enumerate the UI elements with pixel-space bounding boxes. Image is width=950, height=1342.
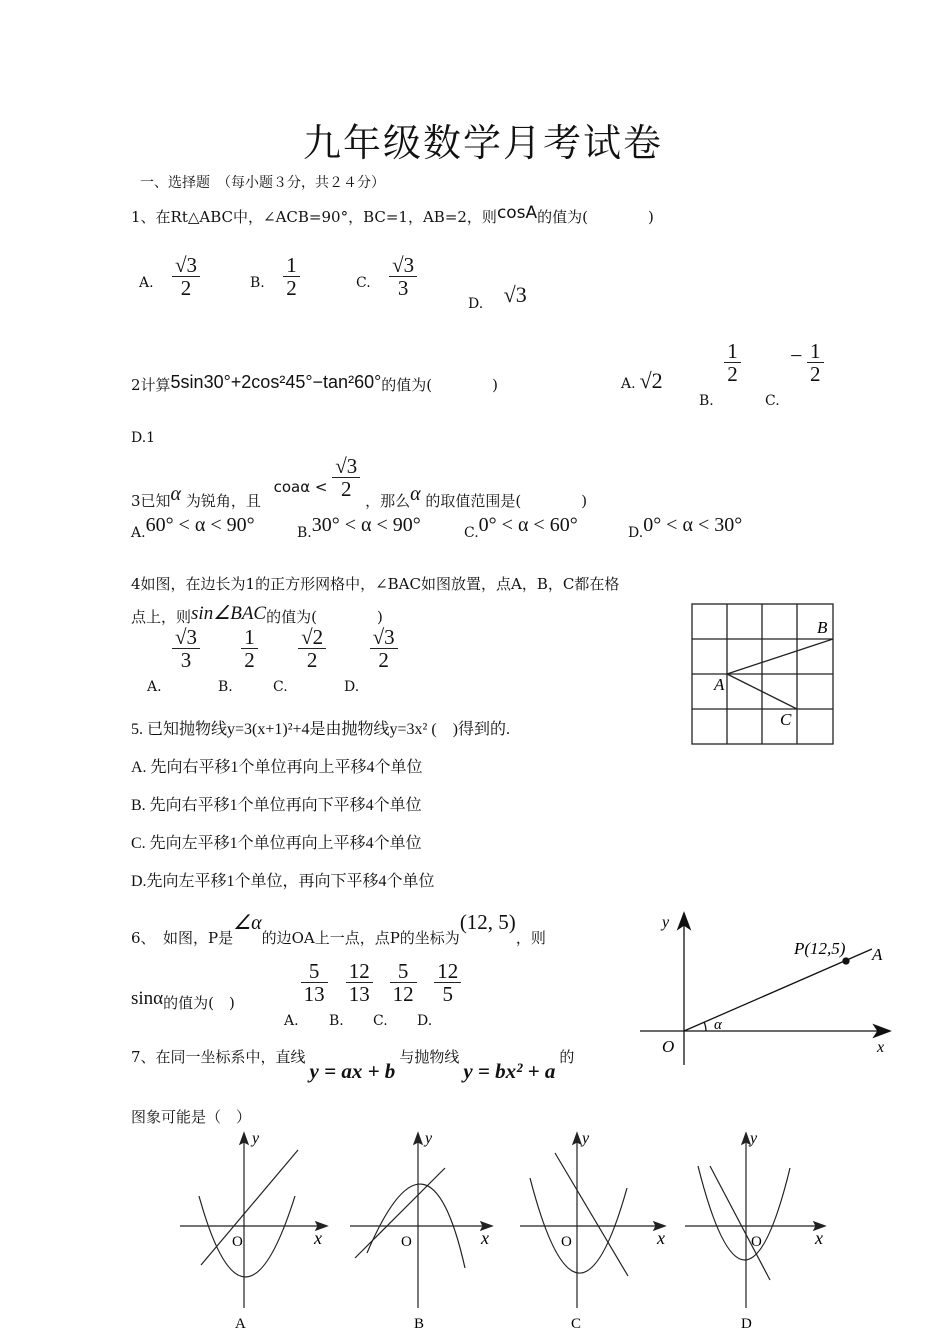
- y-axis-arrow: [573, 1133, 581, 1144]
- q3-option-a[interactable]: A.60° < α < 90°: [131, 514, 255, 541]
- origin-label: O: [561, 1234, 572, 1250]
- q5-option-a[interactable]: A. 先向右平移1个单位再向上平移4个单位: [131, 759, 423, 776]
- q5-option-d[interactable]: D.先向左平移1个单位，再向下平移4个单位: [131, 873, 435, 890]
- origin-label: O: [401, 1234, 412, 1250]
- point-p-label: P(12,5): [794, 939, 846, 958]
- point-p: [843, 958, 849, 964]
- x-axis-label: x: [877, 1039, 885, 1056]
- point-a-label: A: [714, 675, 725, 694]
- x-axis-label: x: [481, 1228, 489, 1248]
- q2-stem: 2计算5sin30°+2cos²45°−tan²60°的值为( ): [131, 372, 499, 394]
- section-heading: 一、选择题 （每小题３分，共２４分）: [140, 175, 385, 191]
- y-axis-arrow: [414, 1133, 422, 1144]
- q6-line2: sinα的值为( ): [131, 988, 235, 1012]
- point-b-label: B: [817, 618, 828, 637]
- origin-label: O: [751, 1234, 762, 1250]
- graph-label: A: [235, 1316, 246, 1332]
- q6-option-b[interactable]: B. $\frac{12}{13}$: [329, 960, 373, 1029]
- y-axis-label: y: [662, 914, 670, 931]
- q4-grid-figure: [688, 600, 838, 748]
- angle-arc: [704, 1022, 706, 1031]
- graph-label: B: [414, 1316, 425, 1332]
- q2-option-b[interactable]: B. $\frac{1}{2}$: [699, 340, 741, 409]
- q1-option-c[interactable]: C. $\frac{√3}{3}$: [356, 254, 417, 299]
- graph-label: C: [571, 1316, 582, 1332]
- alpha-label: α: [714, 1017, 722, 1033]
- q6-angle-figure: [632, 905, 902, 1070]
- q7-graph-a[interactable]: [175, 1128, 335, 1338]
- q7-graph-b[interactable]: [345, 1128, 505, 1338]
- y-axis-arrow: [240, 1133, 248, 1144]
- q3-option-b[interactable]: B.30° < α < 90°: [297, 514, 421, 541]
- q6-option-d[interactable]: D. $\frac{12}{5}$: [417, 960, 461, 1029]
- q2-option-c[interactable]: C. − $\frac{1}{2}$: [765, 340, 824, 409]
- q4-stem-line2: 点上，则sin∠BAC的值为( ): [131, 603, 383, 626]
- q7-stem: 7、在同一坐标系中，直线y = ax + b与抛物线y = bx² + a的: [131, 1048, 575, 1083]
- q4-option-b[interactable]: B. $\frac{1}{2}$: [218, 626, 258, 695]
- q1-option-d[interactable]: D. √3: [468, 282, 527, 312]
- graph-label: D: [741, 1316, 752, 1332]
- segment-ab: [727, 639, 833, 674]
- line: [355, 1168, 445, 1258]
- y-axis-label: y: [425, 1130, 433, 1147]
- q5-stem: 5. 已知抛物线y=3(x+1)²+4是由抛物线y=3x² ( )得到的.: [131, 721, 511, 738]
- y-axis-label: y: [252, 1130, 260, 1147]
- y-axis-label: y: [582, 1130, 590, 1147]
- q6-option-c[interactable]: C. $\frac{5}{12}$: [373, 960, 417, 1029]
- q5-option-c[interactable]: C. 先向左平移1个单位再向上平移4个单位: [131, 835, 422, 852]
- q7-line2: 图象可能是（ ）: [131, 1108, 252, 1126]
- q3-stem: 3已知α 为锐角，且 coaα < $\frac{√3}{2}$ ，那么α 的取值范围是( ): [131, 454, 588, 511]
- origin-label: O: [662, 1037, 675, 1056]
- q4-stem-line1: 4如图，在边长为1的正方形网格中，∠BAC如图放置，点A，B，C都在格: [131, 575, 620, 593]
- q4-option-c[interactable]: C. $\frac{√2}{2}$: [273, 626, 326, 695]
- y-axis-label: y: [750, 1130, 758, 1147]
- q3-option-c[interactable]: C.0° < α < 60°: [464, 514, 578, 541]
- y-axis-arrow: [742, 1133, 750, 1144]
- line: [201, 1150, 298, 1265]
- x-axis-label: x: [314, 1228, 322, 1248]
- page-title: 九年级数学月考试卷: [303, 121, 664, 165]
- q2-option-a[interactable]: A. √2: [621, 368, 663, 393]
- q1-option-a[interactable]: A. $\frac{√3}{2}$: [139, 254, 200, 299]
- q1-stem: 1、在Rt△ABC中，∠ACB=90°，BC=1，AB=2，则cosA的值为( ): [131, 203, 654, 226]
- q7-graph-d[interactable]: [680, 1128, 840, 1338]
- x-axis-label: x: [657, 1228, 665, 1248]
- point-c-label: C: [780, 710, 792, 729]
- point-a-label: A: [872, 945, 883, 964]
- origin-label: O: [232, 1234, 243, 1250]
- q5-option-b[interactable]: B. 先向右平移1个单位再向下平移4个单位: [131, 797, 422, 814]
- q4-option-a[interactable]: A. $\frac{√3}{3}$: [147, 626, 200, 695]
- q2-option-d[interactable]: D.1: [131, 430, 156, 446]
- q6-stem: 6、 如图，P是∠α的边OA上一点，点P的坐标为(12, 5)，则: [131, 910, 546, 947]
- x-axis-label: x: [815, 1228, 823, 1248]
- q3-option-d[interactable]: D.0° < α < 30°: [628, 514, 743, 541]
- q4-option-d[interactable]: D. $\frac{√3}{2}$: [344, 626, 398, 695]
- parabola: [698, 1166, 790, 1260]
- q6-option-a[interactable]: A. $\frac{5}{13}$: [284, 960, 328, 1029]
- line: [710, 1166, 770, 1280]
- parabola: [199, 1196, 295, 1277]
- q1-option-b[interactable]: B. $\frac{1}{2}$: [250, 254, 300, 299]
- line: [555, 1153, 628, 1276]
- q7-graph-c[interactable]: [515, 1128, 675, 1338]
